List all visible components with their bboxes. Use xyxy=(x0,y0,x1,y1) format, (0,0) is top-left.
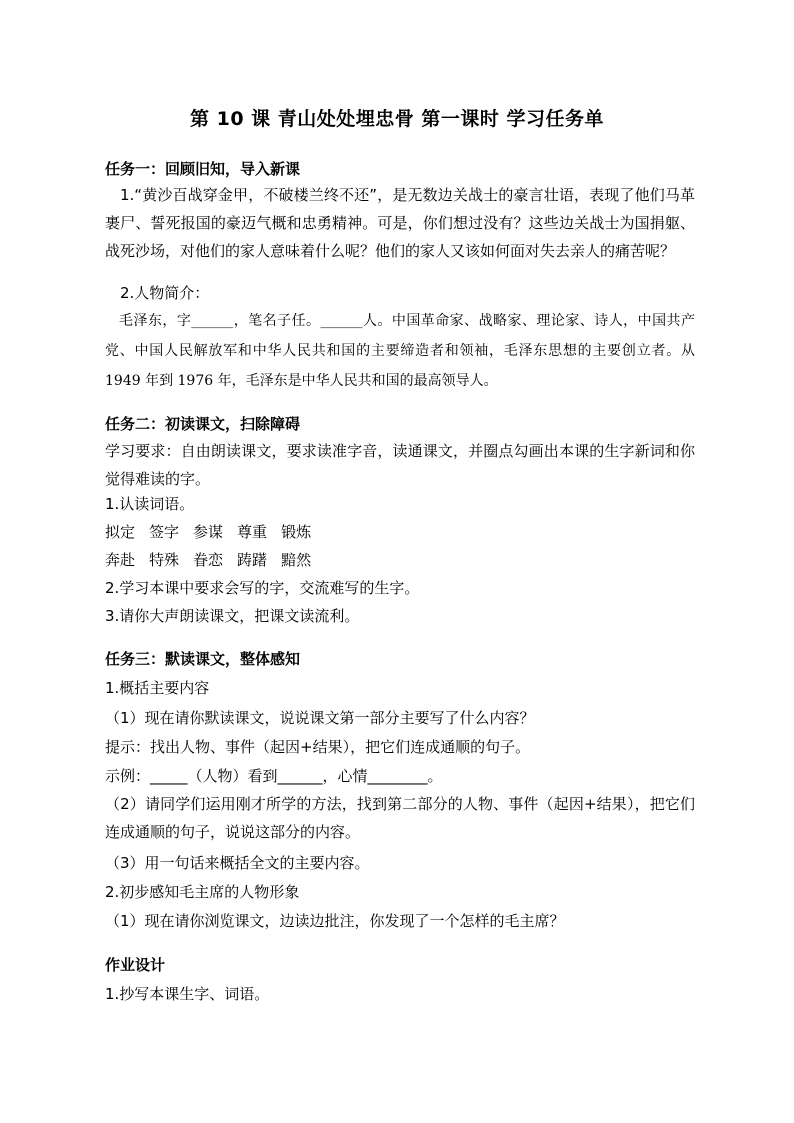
word-item: 黯然 xyxy=(281,551,312,569)
word-item: 签字 xyxy=(149,523,180,541)
task3-hint: 提示：找出人物、事件（起因+结果），把它们连成通顺的句子。 xyxy=(105,738,531,756)
word-item: 特殊 xyxy=(149,551,180,569)
task1-heading: 任务一：回顾旧知，导入新课 xyxy=(105,160,301,178)
task3-question-2: （2）请同学们运用刚才所学的方法，找到第二部分的人物、事件（起因+结果），把它们连成通顺的句子，说说这部分的内容。 xyxy=(105,795,695,841)
page-title: 第 10 课 青山处处埋忠骨 第一课时 学习任务单 xyxy=(189,108,604,130)
word-item: 参谋 xyxy=(193,523,224,541)
task3-question-3: （3）用一句话来概括全文的主要内容。 xyxy=(105,854,370,872)
word-item: 锻炼 xyxy=(281,523,312,541)
word-list-row-1 xyxy=(105,521,325,542)
task3-question-1: （1）现在请你默读课文，说说课文第一部分主要写了什么内容？ xyxy=(105,709,535,727)
task2-item-3: 3.请你大声朗读课文，把课文读流利。 xyxy=(105,607,360,625)
word-list-row-2 xyxy=(105,549,325,570)
homework-heading: 作业设计 xyxy=(105,956,166,974)
word-item: 尊重 xyxy=(237,523,268,541)
word-item: 奔赴 xyxy=(105,551,136,569)
task1-biography: 毛泽东，字______，笔名子任。______人。中国革命家、战略家、理论家、诗人，中国共产党、中国人民解放军和中华人民共和国的主要缔造者和领袖，毛泽东思想的主要创立者。从 1949 年到 1976 年，毛泽东是中华人民共和国的最高领导人。 xyxy=(105,313,695,389)
task3-item-2: 2.初步感知毛主席的人物形象 xyxy=(105,883,300,901)
task2-item-1: 1.认读词语。 xyxy=(105,495,195,513)
task3-heading: 任务三：默读课文，整体感知 xyxy=(105,650,301,668)
word-item: 眷恋 xyxy=(193,551,224,569)
task3-item-1: 1.概括主要内容 xyxy=(105,679,210,697)
task1-paragraph-1: 1.“黄沙百战穿金甲，不破楼兰终不还”，是无数边关战士的豪言壮语，表现了他们马革裹尸、誓死报国的豪迈气概和忠勇精神。可是，你们想过没有？这些边关战士为国捐躯、战死沙场，对他们的家人意味着什么呢？他们的家人又该如何面对失去亲人的痛苦呢？ xyxy=(105,186,695,260)
task2-item-2: 2.学习本课中要求会写的字，交流难写的生字。 xyxy=(105,579,420,597)
word-item: 拟定 xyxy=(105,523,136,541)
word-item: 踌躇 xyxy=(237,551,268,569)
task2-heading: 任务二：初读课文，扫除障碍 xyxy=(105,415,301,433)
task1-item-2: 2.人物简介： xyxy=(120,284,210,302)
homework-item-1: 1.抄写本课生字、词语。 xyxy=(105,985,270,1003)
task3-question-4: （1）现在请你浏览课文，边读边批注，你发现了一个怎样的毛主席？ xyxy=(105,912,565,930)
task2-requirement: 学习要求：自由朗读课文，要求读准字音，读通课文，并圈点勾画出本课的生字新词和你觉得难读的字。 xyxy=(105,442,695,488)
task3-example: 示例：_____（人物）看到______，心情________。 xyxy=(105,767,443,785)
